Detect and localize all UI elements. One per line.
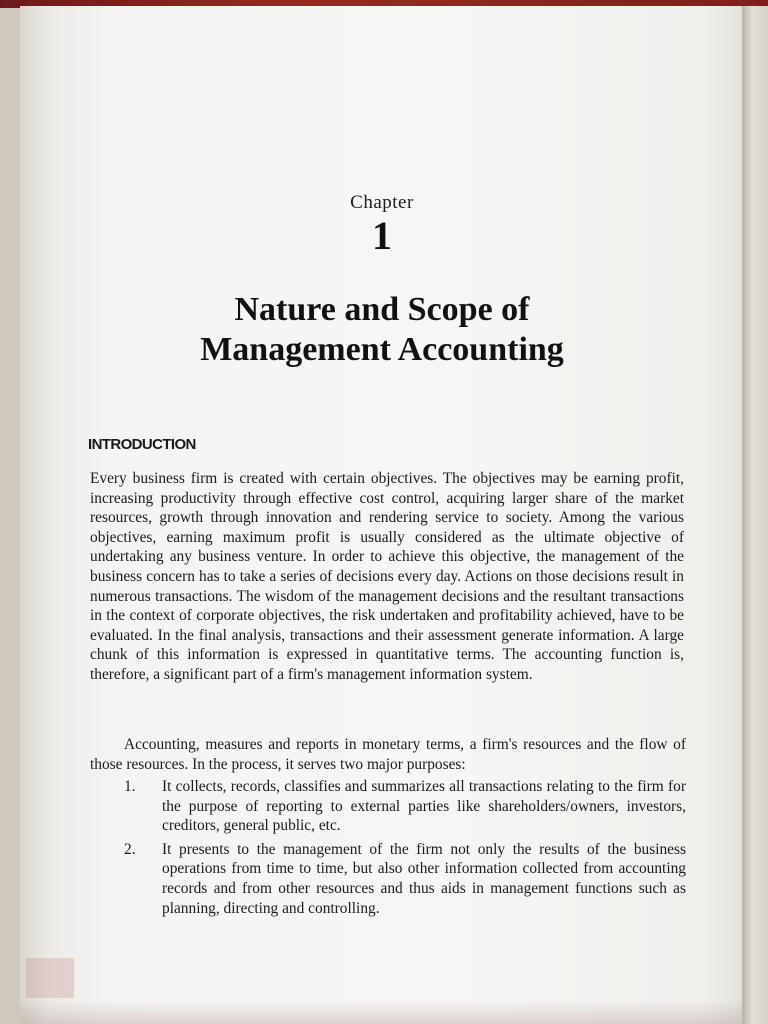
chapter-number: 1 <box>372 213 392 258</box>
chapter-label: Chapter <box>350 192 414 213</box>
book-page <box>20 6 742 1024</box>
chapter-title-line-2: Management Accounting <box>200 331 564 368</box>
paragraph-1: Every business firm is created with certain objectives. The objectives may be earning profit, increasing productivity through effective cost control, acquiring larger share of the market resources, growth through innovation and rendering service to society. Among the various objectives, earning maximum profit is usually considered as the ultimate objective of undertaking any business venture. In order to achieve this objective, the management of the business concern has to take a series of decisions every day. Actions on those decisions result in numerous transactions. The wisdom of the management decisions and the resultant transactions in the context of corporate objectives, the risk undertaken and profitability achieved, have to be evaluated. In the final analysis, transactions and their assessment generate information. A large chunk of this information is expressed in quantitative terms. The accounting function is, therefore, a significant part of a firm's management information system. <box>90 470 684 683</box>
list-item-text: It collects, records, classifies and summarizes all transactions relating to the firm for the purpose of reporting to external parties like shareholders/owners, investors, creditors, general public, etc. <box>162 778 686 835</box>
chapter-title <box>20 290 744 370</box>
list-item-text: It presents to the management of the firm not only the results of the business operations from time to time, but also other information collected from accounting records and from other resources and thus aids in management functions such as planning, directing and controlling. <box>162 840 686 917</box>
page-bottom-shadow <box>20 1000 742 1024</box>
list-item <box>124 840 686 918</box>
paragraph-2 <box>90 735 686 774</box>
list-item-number: 1. <box>124 778 136 795</box>
chapter-title-line-1: Nature and Scope of <box>234 291 530 328</box>
purpose-list <box>124 777 686 922</box>
page-stain <box>26 958 74 998</box>
paragraph-2-text: Accounting, measures and reports in monetary terms, a firm's resources and the flow of those resources. In the process, it serves two major purposes: <box>90 736 686 773</box>
section-heading: INTRODUCTION <box>88 436 196 453</box>
list-item <box>124 777 686 836</box>
list-item-number: 2. <box>124 840 136 858</box>
page-edge <box>742 6 768 1024</box>
